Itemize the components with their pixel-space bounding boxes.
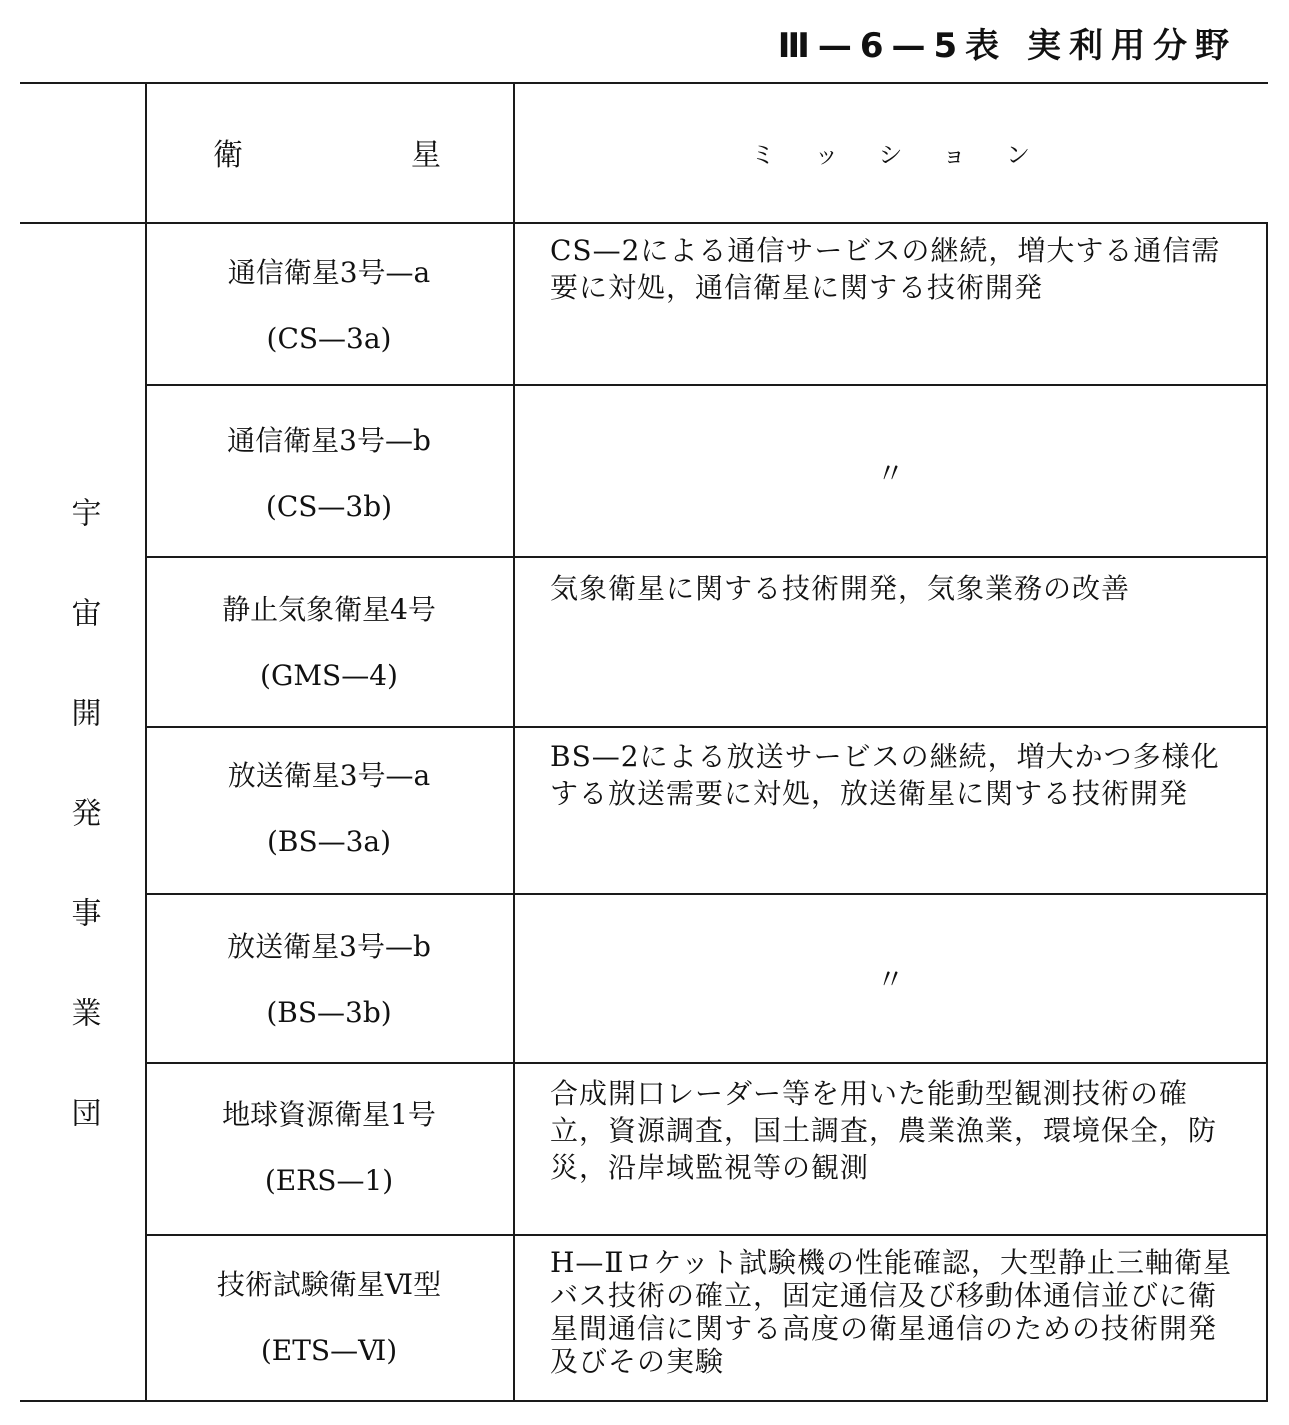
row-divider: [145, 556, 1268, 558]
table-right-rule: [1266, 222, 1268, 1402]
header-bottom-rule: [20, 222, 1268, 224]
satellite-code: (ETS—Ⅵ): [260, 1334, 398, 1367]
satellite-cell-bs3b: [145, 914, 513, 1046]
row-divider: [145, 893, 1268, 895]
header-satellite-char-1: 衛: [213, 138, 243, 173]
satellite-cell-cs3a: [145, 240, 513, 372]
satellite-cell-bs3a: [145, 743, 513, 875]
satellite-name: 通信衛星3号—b: [227, 424, 431, 457]
row-divider: [145, 384, 1268, 386]
row-divider: [145, 1234, 1268, 1236]
organization-cell: [20, 222, 145, 1402]
table-title: Ⅲ—6—5表 実利用分野: [777, 26, 1237, 66]
organization-name: 宇宙開発事業団: [65, 497, 101, 1197]
row-divider: [145, 1062, 1268, 1064]
satellite-cell-gms4: [145, 577, 513, 709]
satellite-code: (CS—3b): [265, 490, 393, 523]
satellite-name: 放送衛星3号—a: [227, 759, 431, 792]
satellite-code: (GMS—4): [260, 659, 398, 692]
application-table: [20, 82, 1268, 1402]
mission-cell-ers1: 合成開口レーダー等を用いた能動型観測技術の確立，資源調査，国土調査，農業漁業，環境保全，防災，沿岸域監視等の観測: [550, 1077, 1218, 1184]
mission-cell-etsvi: H—Ⅱロケット試験機の性能確認，大型静止三軸衛星バス技術の確立，固定通信及び移動体通信並びに衛星間通信に関する高度の衛星通信のための技術開発及びその実験: [550, 1246, 1233, 1378]
satellite-code: (CS—3a): [266, 322, 392, 355]
satellite-cell-etsvi: [145, 1252, 513, 1384]
satellite-cell-ers1: [145, 1082, 513, 1214]
satellite-code: (ERS—1): [264, 1164, 394, 1197]
header-satellite-char-2: 星: [411, 138, 441, 173]
mission-cell-bs3b: 〃: [876, 963, 905, 996]
table-bottom-rule: [20, 1400, 1268, 1402]
satellite-cell-cs3b: [145, 408, 513, 540]
mission-cell-bs3a: BS—2による放送サービスの継続，増大かつ多様化する放送需要に対処，放送衛星に関する技術開発: [550, 740, 1220, 810]
satellite-name: 通信衛星3号—a: [227, 256, 431, 289]
header-satellite: [145, 82, 513, 222]
satellite-code: (BS—3a): [266, 825, 392, 858]
mission-column-divider: [513, 82, 515, 1402]
mission-cell-gms4: 気象衛星に関する技術開発，気象業務の改善: [550, 572, 1131, 605]
row-divider: [145, 726, 1268, 728]
satellite-name: 技術試験衛星Ⅵ型: [216, 1268, 442, 1301]
satellite-code: (BS—3b): [266, 996, 392, 1029]
header-mission: ミッション: [750, 140, 1071, 169]
satellite-name: 地球資源衛星1号: [222, 1098, 436, 1131]
mission-cell-cs3a: CS—2による通信サービスの継続，増大する通信需要に対処，通信衛星に関する技術開発: [550, 234, 1221, 304]
satellite-name: 放送衛星3号—b: [227, 930, 431, 963]
satellite-name: 静止気象衛星4号: [222, 593, 436, 626]
mission-cell-cs3b: 〃: [876, 457, 905, 490]
